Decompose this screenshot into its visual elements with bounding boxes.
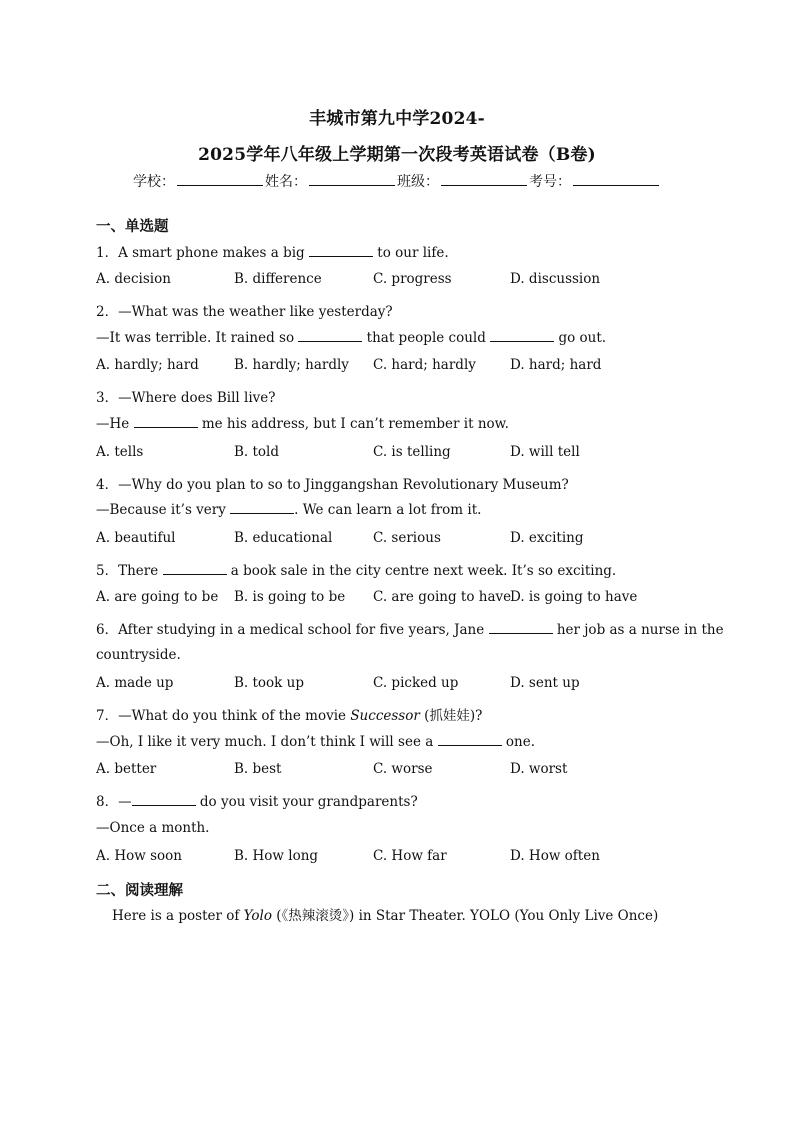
q6-option-b[interactable]: B. took up	[234, 675, 304, 691]
name-blank[interactable]	[309, 173, 395, 186]
answer-blank[interactable]	[163, 563, 227, 575]
q2-option-b[interactable]: B. hardly; hardly	[234, 357, 349, 373]
answer-blank[interactable]	[132, 794, 196, 806]
q1-option-a[interactable]: A. decision	[96, 271, 171, 287]
q5-option-b[interactable]: B. is going to be	[234, 589, 346, 605]
q6-option-c[interactable]: C. picked up	[373, 675, 459, 691]
name-label: 姓名：	[265, 174, 307, 190]
q6-option-a[interactable]: A. made up	[96, 675, 174, 691]
school-label: 学校：	[133, 174, 175, 190]
question-1-stem: 1．A smart phone makes a big to our life.	[96, 245, 449, 261]
answer-blank[interactable]	[134, 416, 198, 428]
q8-option-d[interactable]: D. How often	[510, 848, 600, 864]
question-8-stem: 8．— do you visit your grandparents?	[96, 794, 418, 810]
question-7-line2: —Oh, I like it very much. I don’t think I will see a one.	[96, 734, 535, 750]
answer-blank[interactable]	[230, 502, 294, 514]
q1-option-b[interactable]: B. difference	[234, 271, 322, 287]
q8-option-b[interactable]: B. How long	[234, 848, 319, 864]
question-4-stem: 4．—Why do you plan to so to Jinggangshan Revolutionary Museum?	[96, 477, 569, 493]
q3-option-c[interactable]: C. is telling	[373, 444, 451, 460]
answer-blank[interactable]	[309, 245, 373, 257]
q2-option-c[interactable]: C. hard; hardly	[373, 357, 476, 373]
answer-blank[interactable]	[489, 622, 553, 634]
q5-option-d[interactable]: D. is going to have	[510, 589, 638, 605]
q2-option-d[interactable]: D. hard; hard	[510, 357, 602, 373]
q7-option-b[interactable]: B. best	[234, 761, 282, 777]
q2-option-a[interactable]: A. hardly; hard	[96, 357, 199, 373]
question-4-line2: —Because it’s very . We can learn a lot from it.	[96, 502, 482, 518]
reading-intro: Here is a poster of Yolo (《热辣滚烫》) in Star Theater. YOLO (You Only Live Once)	[112, 908, 659, 924]
student-info-fields	[0, 171, 794, 191]
q3-option-b[interactable]: B. told	[234, 444, 280, 460]
exam-title-line1: 丰城市第九中学2024-	[309, 109, 485, 129]
exam-title-line2: 2025学年八年级上学期第一次段考英语试卷（B卷)	[198, 145, 596, 165]
answer-blank[interactable]	[438, 734, 502, 746]
q5-option-c[interactable]: C. are going to have	[373, 589, 512, 605]
section-heading-multiple-choice: 一、单选题	[96, 218, 169, 235]
q1-option-d[interactable]: D. discussion	[510, 271, 601, 287]
question-3-stem: 3．—Where does Bill live?	[96, 390, 276, 406]
question-8-line2: —Once a month.	[96, 820, 210, 836]
question-2-line2: —It was terrible. It rained so that people could go out.	[96, 330, 607, 346]
q4-option-c[interactable]: C. serious	[373, 530, 441, 546]
section-heading-reading: 二、阅读理解	[96, 882, 183, 899]
q7-option-d[interactable]: D. worst	[510, 761, 568, 777]
q3-option-d[interactable]: D. will tell	[510, 444, 580, 460]
question-2-stem: 2．—What was the weather like yesterday?	[96, 304, 393, 320]
movie-title: Successor	[350, 708, 420, 724]
q4-option-b[interactable]: B. educational	[234, 530, 333, 546]
school-blank[interactable]	[177, 173, 263, 186]
poster-title: Yolo	[243, 908, 272, 924]
q8-option-c[interactable]: C. How far	[373, 848, 447, 864]
q4-option-a[interactable]: A. beautiful	[96, 530, 176, 546]
exam-number-blank[interactable]	[573, 173, 659, 186]
question-3-line2: —He me his address, but I can’t remember it now.	[96, 416, 509, 432]
question-5-stem: 5．There a book sale in the city centre next week. It’s so exciting.	[96, 563, 617, 579]
class-label: 班级：	[397, 174, 439, 190]
answer-blank[interactable]	[298, 330, 362, 342]
question-7-stem: 7．—What do you think of the movie Successor (抓娃娃)?	[96, 708, 483, 724]
answer-blank[interactable]	[490, 330, 554, 342]
q4-option-d[interactable]: D. exciting	[510, 530, 584, 546]
exam-number-label: 考号：	[529, 174, 571, 190]
class-blank[interactable]	[441, 173, 527, 186]
q6-option-d[interactable]: D. sent up	[510, 675, 580, 691]
q8-option-a[interactable]: A. How soon	[96, 848, 182, 864]
q1-option-c[interactable]: C. progress	[373, 271, 452, 287]
q5-option-a[interactable]: A. are going to be	[96, 589, 219, 605]
q7-option-c[interactable]: C. worse	[373, 761, 433, 777]
q3-option-a[interactable]: A. tells	[96, 444, 144, 460]
question-6-stem: 6．After studying in a medical school for five years, Jane her job as a nurse in the	[96, 622, 724, 638]
question-6-line2: countryside.	[96, 647, 181, 663]
q7-option-a[interactable]: A. better	[96, 761, 157, 777]
